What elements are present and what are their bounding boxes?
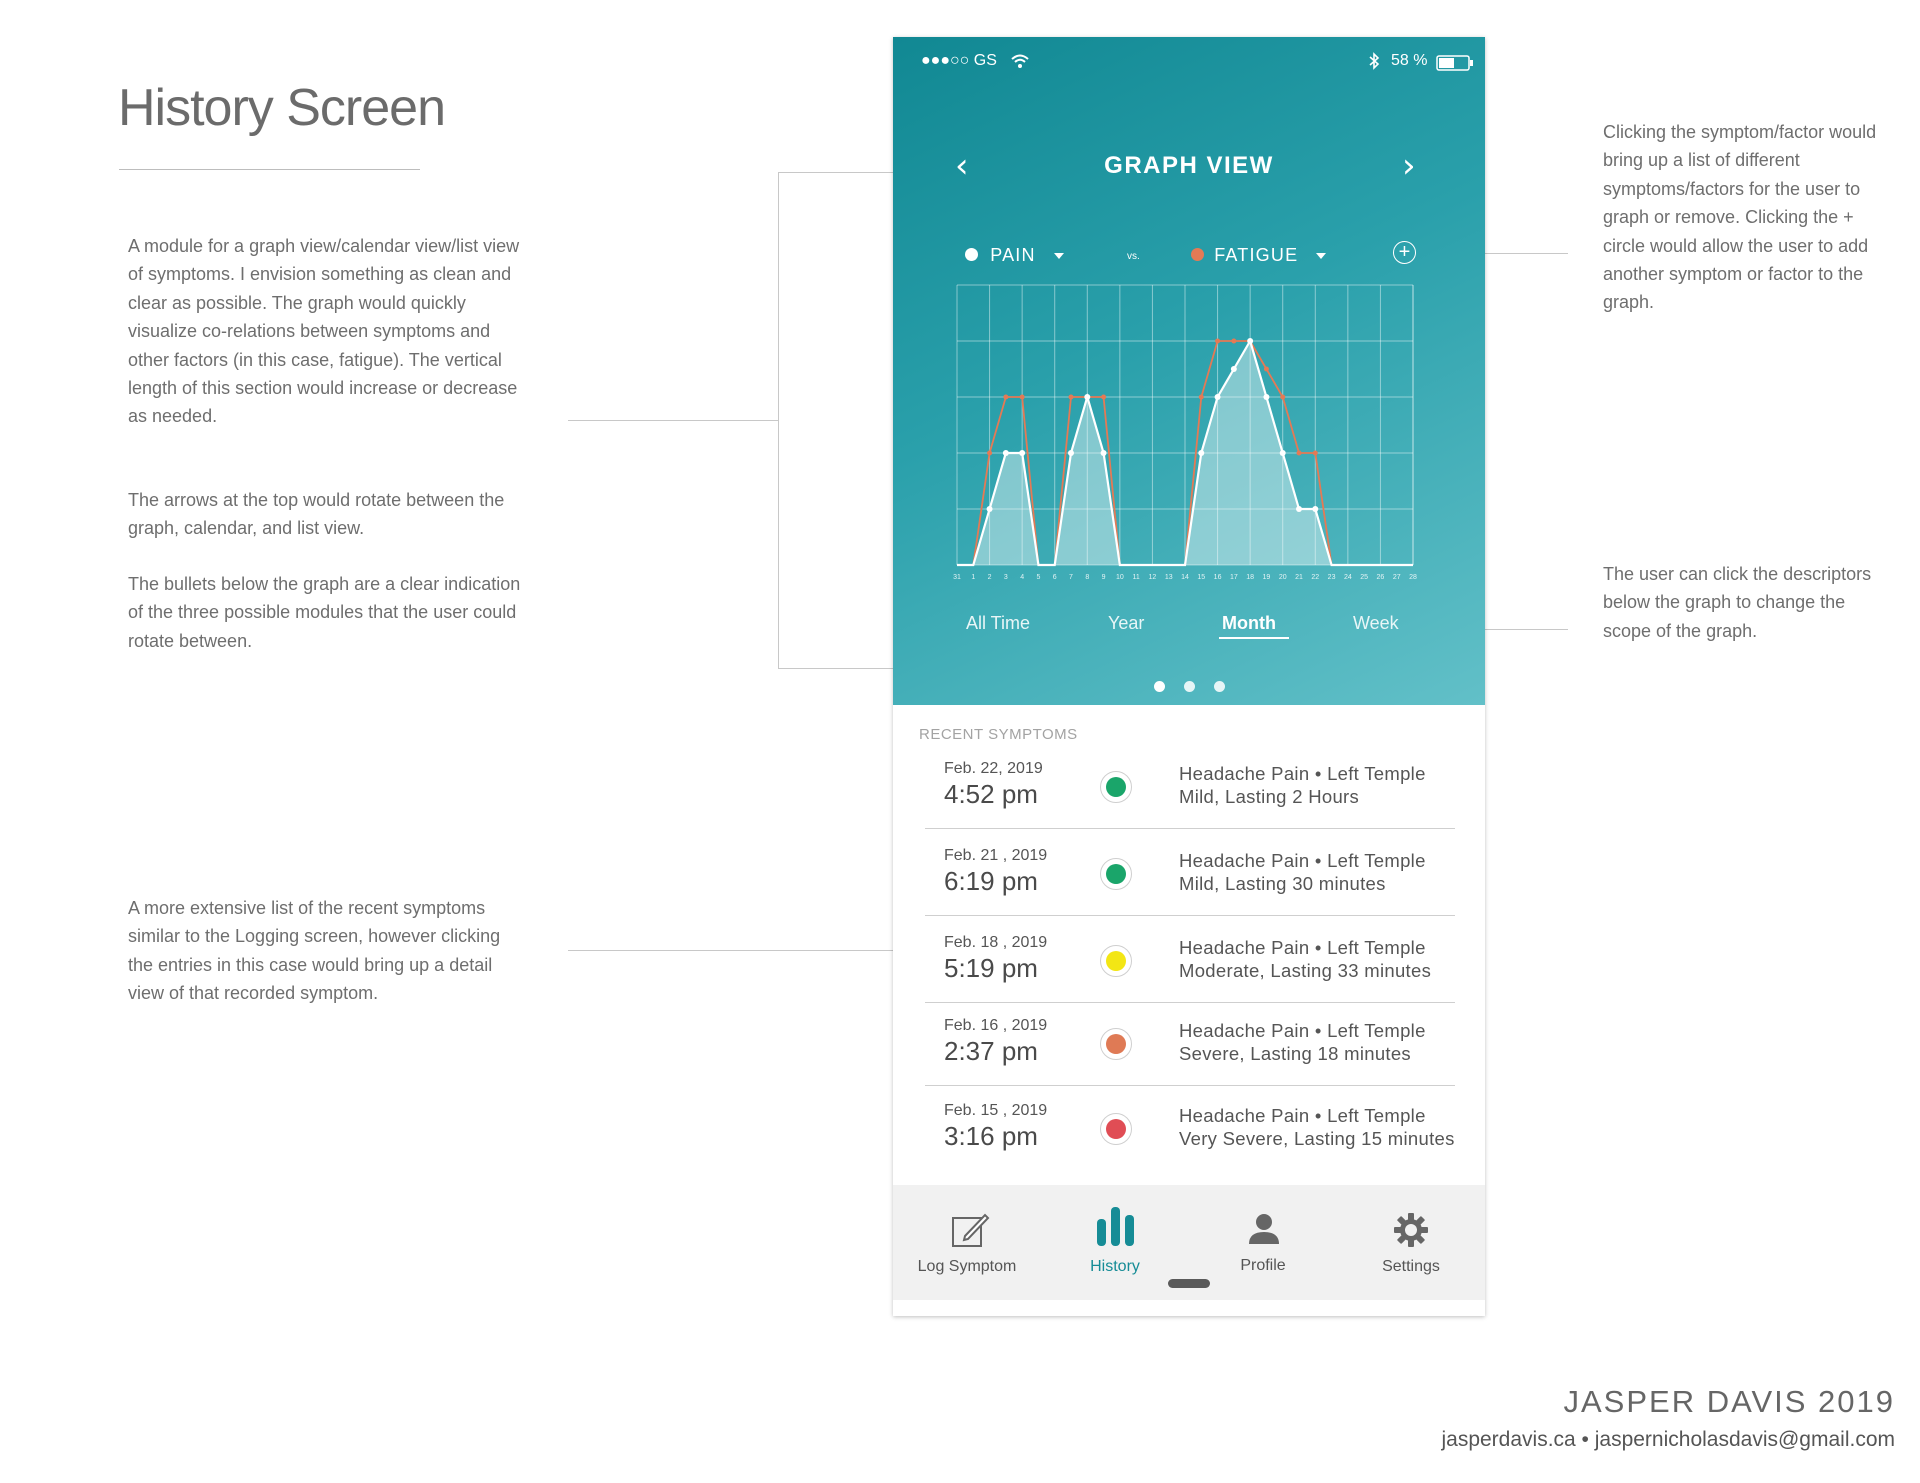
pain-dot-icon <box>965 248 978 261</box>
row-time: 2:37 pm <box>944 1036 1038 1066</box>
row-divider <box>925 828 1455 829</box>
note-symptom-selector: Clicking the symptom/factor would bring up a list of different symptoms/factors for the user to graph or remove. Clicking the + circle would allow the user to add another symptom or factor to the graph. <box>1603 122 1877 313</box>
x-tick-label: 12 <box>1148 574 1157 581</box>
recent-symptoms-heading: RECENT SYMPTOMS <box>919 726 1078 743</box>
home-indicator[interactable] <box>1168 1279 1210 1288</box>
x-tick-label: 23 <box>1327 574 1336 581</box>
severity-fill <box>1106 777 1126 797</box>
x-tick-label: 25 <box>1360 574 1369 581</box>
x-tick-label: 16 <box>1213 574 1222 581</box>
caret-down-icon <box>1316 253 1326 259</box>
fatigue-point <box>1231 339 1236 344</box>
x-tick-label: 20 <box>1278 574 1287 581</box>
fatigue-point <box>1264 367 1269 372</box>
row-symptom-detail: Mild, Lasting 2 Hours <box>1179 786 1360 807</box>
add-symptom-plus-circle-icon[interactable]: + <box>1393 241 1416 264</box>
row-symptom-title: Headache Pain • Left Temple <box>1179 1105 1426 1126</box>
bracket-line <box>778 172 779 668</box>
x-tick-label: 7 <box>1069 574 1073 581</box>
severity-dot-icon <box>1100 1113 1132 1145</box>
row-date: Feb. 15 , 2019 <box>944 1102 1048 1119</box>
row-divider <box>925 915 1455 916</box>
note-graph-module: A module for a graph view/calendar view/list view of symptoms. I envision something as clean and clear as possible. The graph would quickly visualize co-relations between symptoms and other factors (in this case, fatigue). The vertical length of this section would increase or decrease as needed. <box>128 236 520 427</box>
x-tick-label: 24 <box>1343 574 1352 581</box>
severity-dot-icon <box>1100 1028 1132 1060</box>
recent-symptom-row[interactable] <box>925 757 1465 837</box>
pain-point <box>1003 450 1009 456</box>
title-divider <box>119 169 420 170</box>
row-time: 4:52 pm <box>944 779 1038 809</box>
recent-symptom-row[interactable] <box>925 931 1465 1011</box>
pain-fatigue-chart <box>953 283 1429 593</box>
pain-point <box>1084 394 1090 400</box>
fatigue-point <box>1280 395 1285 400</box>
pain-point <box>1019 450 1025 456</box>
x-tick-label: 15 <box>1197 574 1206 581</box>
caret-down-icon <box>1054 253 1064 259</box>
note-recent-list: A more extensive list of the recent symptoms similar to the Logging screen, however clicking the entries in this case would bring up a detail view of that recorded symptom. <box>128 898 501 1004</box>
pain-point <box>1263 394 1269 400</box>
bar-chart-icon <box>1096 1205 1136 1252</box>
pain-point <box>1231 366 1237 372</box>
row-date: Feb. 18 , 2019 <box>944 934 1048 951</box>
row-divider <box>925 1085 1455 1086</box>
fatigue-point <box>1101 395 1106 400</box>
x-tick-label: 13 <box>1164 574 1173 581</box>
x-tick-label: 11 <box>1132 574 1140 581</box>
x-tick-label: 17 <box>1229 574 1238 581</box>
pain-point <box>1280 450 1286 456</box>
x-tick-label: 19 <box>1262 574 1271 581</box>
pain-point <box>1101 450 1107 456</box>
row-date: Feb. 22, 2019 <box>944 760 1043 777</box>
author-name: JASPER DAVIS 2019 <box>1563 1384 1895 1419</box>
x-tick-label: 22 <box>1311 574 1320 581</box>
row-symptom-detail: Mild, Lasting 30 minutes <box>1179 873 1386 894</box>
scope-all-time[interactable]: All Time <box>966 613 1031 633</box>
battery-icon <box>1436 55 1474 76</box>
fatigue-point <box>1069 395 1074 400</box>
x-tick-label: 2 <box>987 574 992 581</box>
pain-point <box>1312 506 1318 512</box>
x-tick-label: 6 <box>1052 574 1057 581</box>
author-contact: jasperdavis.ca • jaspernicholasdavis@gmail.com <box>1441 1428 1895 1451</box>
edit-icon <box>951 1210 991 1255</box>
severity-dot-icon <box>1100 945 1132 977</box>
x-tick-label: 14 <box>1181 574 1189 581</box>
row-divider <box>925 1002 1455 1003</box>
tab-profile-label: Profile <box>1240 1257 1286 1274</box>
fatigue-point <box>1020 395 1025 400</box>
row-date: Feb. 21 , 2019 <box>944 847 1048 864</box>
battery-percent: 58 % <box>1391 52 1428 69</box>
phone-screen <box>893 37 1485 1316</box>
fatigue-dot-icon <box>1191 248 1204 261</box>
x-tick-label: 8 <box>1085 574 1090 581</box>
row-time: 3:16 pm <box>944 1121 1038 1151</box>
symptom-selector-fatigue[interactable] <box>1191 245 1326 266</box>
row-symptom-detail: Very Severe, Lasting 15 minutes <box>1179 1128 1455 1149</box>
x-tick-label: 5 <box>1036 574 1041 581</box>
x-tick-label: 10 <box>1115 574 1124 581</box>
x-tick-label: 18 <box>1246 574 1255 581</box>
note-scope: The user can click the descriptors below the graph to change the scope of the graph. <box>1603 564 1872 641</box>
bluetooth-icon <box>1368 52 1380 75</box>
x-tick-label: 31 <box>953 574 961 581</box>
scope-year[interactable]: Year <box>1108 613 1145 633</box>
connector-graph-note <box>568 420 778 421</box>
chevron-left-icon[interactable]: ‹ <box>955 146 969 186</box>
wifi-icon <box>1010 53 1030 74</box>
page-dot-calendar[interactable] <box>1184 681 1195 692</box>
tab-history-label: History <box>1090 1258 1140 1275</box>
page-title: History Screen <box>118 79 445 137</box>
scope-week[interactable]: Week <box>1353 613 1399 633</box>
row-symptom-title: Headache Pain • Left Temple <box>1179 1020 1426 1041</box>
connector-recent-note <box>568 950 926 951</box>
row-time: 5:19 pm <box>944 953 1038 983</box>
recent-symptom-row[interactable] <box>925 844 1465 924</box>
fatigue-point <box>1313 451 1318 456</box>
row-date: Feb. 16 , 2019 <box>944 1017 1048 1034</box>
pain-point <box>1068 450 1074 456</box>
row-symptom-detail: Moderate, Lasting 33 minutes <box>1179 960 1432 981</box>
tab-log-symptom-label: Log Symptom <box>917 1258 1017 1275</box>
tab-settings-label: Settings <box>1382 1258 1440 1275</box>
fatigue-point <box>1199 395 1204 400</box>
pain-point <box>987 506 993 512</box>
x-tick-label: 28 <box>1409 574 1417 581</box>
fatigue-point <box>1003 395 1008 400</box>
severity-fill <box>1106 1119 1126 1139</box>
severity-fill <box>1106 864 1126 884</box>
chevron-right-icon[interactable]: › <box>1402 146 1416 186</box>
fatigue-point <box>1297 451 1302 456</box>
tab-bar <box>893 1185 1485 1300</box>
severity-fill <box>1106 951 1126 971</box>
x-tick-label: 21 <box>1295 574 1303 581</box>
scope-active-underline <box>1219 637 1289 639</box>
x-tick-label: 26 <box>1376 574 1385 581</box>
tab-settings[interactable] <box>1337 1185 1485 1285</box>
severity-dot-icon <box>1100 771 1132 803</box>
fatigue-point <box>987 451 992 456</box>
x-tick-label: 9 <box>1101 574 1106 581</box>
recent-symptom-row[interactable] <box>925 1014 1465 1094</box>
tab-history[interactable] <box>1041 1185 1189 1285</box>
recent-symptom-row[interactable] <box>925 1099 1465 1179</box>
severity-dot-icon <box>1100 858 1132 890</box>
user-icon <box>1247 1212 1281 1251</box>
tab-profile[interactable] <box>1189 1185 1337 1285</box>
note-arrows: The arrows at the top would rotate between the graph, calendar, and list view. <box>128 490 505 539</box>
pain-point <box>1215 394 1221 400</box>
gear-icon <box>1393 1212 1429 1253</box>
graph-view-title: GRAPH VIEW <box>1104 152 1274 179</box>
x-tick-label: 4 <box>1020 574 1025 581</box>
page-dot-list[interactable] <box>1214 681 1225 692</box>
row-time: 6:19 pm <box>944 866 1038 896</box>
pain-point <box>1296 506 1302 512</box>
vs-label: vs. <box>1127 251 1140 262</box>
x-tick-label: 27 <box>1392 574 1401 581</box>
row-symptom-detail: Severe, Lasting 18 minutes <box>1179 1043 1411 1064</box>
tab-log-symptom[interactable] <box>893 1185 1041 1285</box>
page-dot-graph[interactable] <box>1154 681 1165 692</box>
pain-point <box>1198 450 1204 456</box>
scope-month[interactable]: Month <box>1222 613 1276 633</box>
symptom-label-fatigue: FATIGUE <box>1214 245 1299 265</box>
row-symptom-title: Headache Pain • Left Temple <box>1179 937 1426 958</box>
row-symptom-title: Headache Pain • Left Temple <box>1179 763 1426 784</box>
carrier-signal: ●●●○○ GS <box>921 52 997 69</box>
x-tick-label: 1 <box>971 574 976 581</box>
row-symptom-title: Headache Pain • Left Temple <box>1179 850 1426 871</box>
symptom-label-pain: PAIN <box>990 245 1036 265</box>
symptom-selector-pain[interactable] <box>965 245 1064 266</box>
severity-fill <box>1106 1034 1126 1054</box>
fatigue-point <box>1215 339 1220 344</box>
note-bullets: The bullets below the graph are a clear indication of the three possible modules that the user could rotate between. <box>128 574 521 651</box>
x-tick-label: 3 <box>1003 574 1008 581</box>
pain-point <box>1247 338 1253 344</box>
